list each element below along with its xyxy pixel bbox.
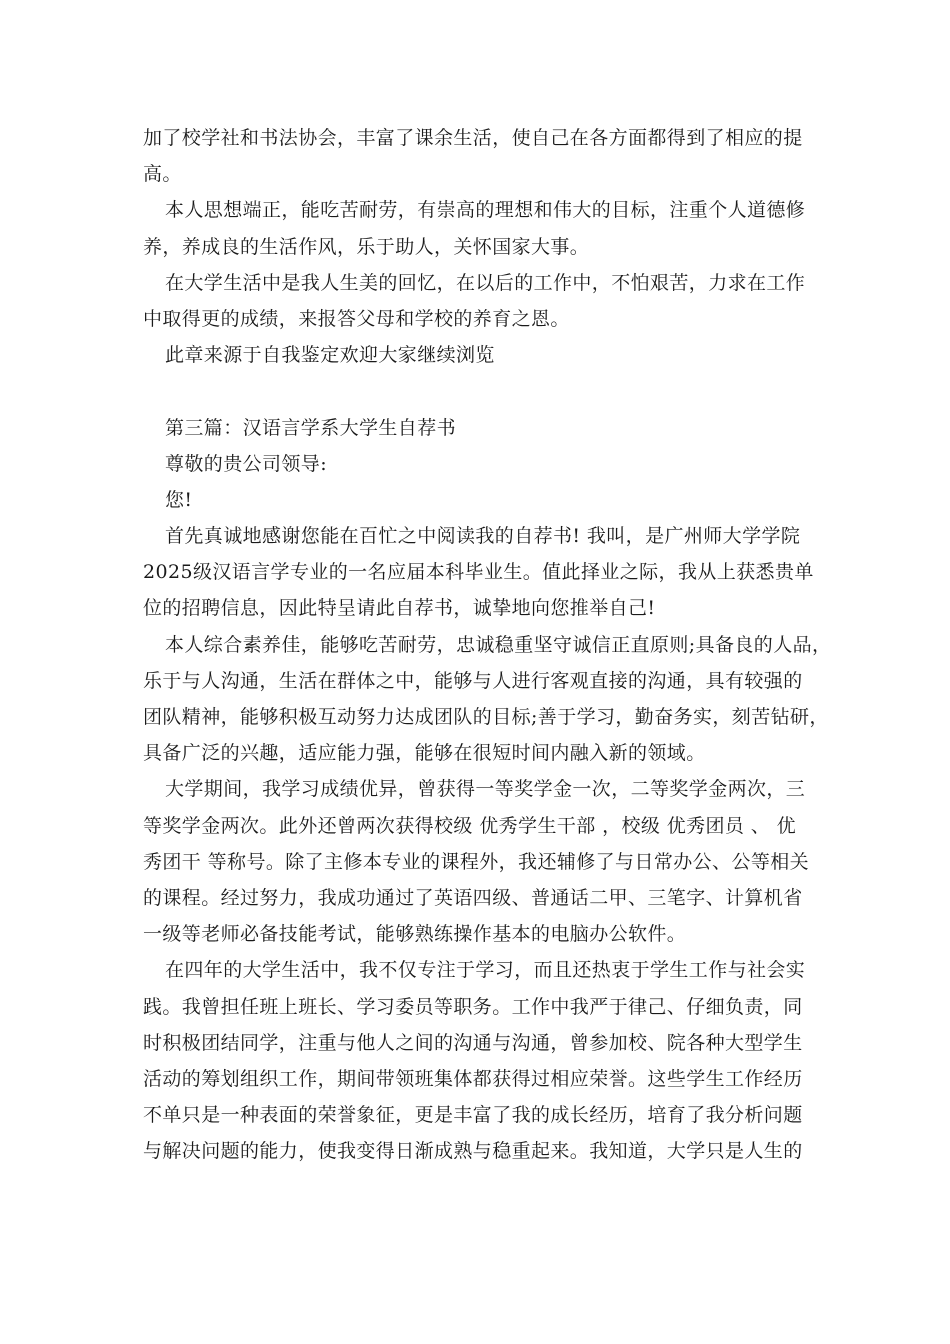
text-line: 加了校学社和书法协会，丰富了课余生活，使自己在各方面都得到了相应的提 <box>143 127 803 149</box>
text-line: 一级等老师必备技能考试，能够熟练操作基本的电脑办公软件。 <box>143 923 687 946</box>
text-line: 位的招聘信息，因此特呈请此自荐书，诚挚地向您推举自己! <box>143 597 656 620</box>
source-note: 此章来源于自我鉴定欢迎大家继续浏览 <box>165 344 495 367</box>
text-line: 等奖学金两次。此外还曾两次获得校级 优秀学生干部 ，校级 优秀团员 、 优 <box>143 814 796 837</box>
text-line: 中取得更的成绩，来报答父母和学校的养育之恩。 <box>143 307 570 330</box>
salutation: 尊敬的贵公司领导: <box>165 452 328 475</box>
paragraph-start: 本人综合素养佳，能够吃苦耐劳，忠诚稳重坚守诚信正直原则;具备良的人品， <box>165 633 832 656</box>
document-body <box>143 120 832 1169</box>
text-line: 的课程。经过努力，我成功通过了英语四级、普通话二甲、三笔字、计算机省 <box>143 886 803 909</box>
section-title: 第三篇：汉语言学系大学生自荐书 <box>165 416 457 439</box>
text-line: 与解决问题的能力，使我变得日渐成熟与稳重起来。我知道，大学只是人生的 <box>143 1140 803 1163</box>
text-line: 活动的筹划组织工作，期间带领班集体都获得过相应荣誉。这些学生工作经历 <box>143 1067 803 1090</box>
paragraph-start: 在大学生活中是我人生美的回忆，在以后的工作中，不怕艰苦，力求在工作 <box>165 271 806 294</box>
text-line: 高。 <box>143 163 182 186</box>
text-line: 秀团干 等称号。除了主修本专业的课程外，我还辅修了与日常办公、公等相关 <box>143 850 810 873</box>
paragraph-start: 本人思想端正，能吃苦耐劳，有崇高的理想和伟大的目标，注重个人道德修 <box>165 199 806 222</box>
text-line: 时积极团结同学，注重与他人之间的沟通与沟通，曾参加校、院各种大型学生 <box>143 1031 803 1054</box>
paragraph-start: 在四年的大学生活中，我不仅专注于学习，而且还热衷于学生工作与社会实 <box>165 959 806 982</box>
paragraph-start: 首先真诚地感谢您能在百忙之中阅读我的自荐书! 我叫，是广州师大学学院 <box>165 525 801 548</box>
text-line: 乐于与人沟通，生活在群体之中，能够与人进行客观直接的沟通，具有较强的 <box>143 669 803 692</box>
greeting: 您! <box>165 488 193 511</box>
paragraph-start: 大学期间，我学习成绩优异，曾获得一等奖学金一次，二等奖学金两次，三 <box>165 778 806 801</box>
text-line: 2025级汉语言学专业的一名应届本科毕业生。值此择业之际，我从上获悉贵单 <box>143 561 814 584</box>
text-line: 践。我曾担任班上班长、学习委员等职务。工作中我严于律己、仔细负责，同 <box>143 995 803 1018</box>
text-line: 不单只是一种表面的荣誉象征，更是丰富了我的成长经历，培育了我分析问题 <box>143 1104 803 1127</box>
text-line: 养，养成良的生活作风，乐于助人，关怀国家大事。 <box>143 235 590 258</box>
blank-line <box>143 373 823 409</box>
text-line: 团队精神，能够积极互动努力达成团队的目标;善于学习，勤奋务实，刻苦钻研， <box>143 706 829 728</box>
text-line: 具备广泛的兴趣，适应能力强，能够在很短时间内融入新的领域。 <box>143 742 706 765</box>
